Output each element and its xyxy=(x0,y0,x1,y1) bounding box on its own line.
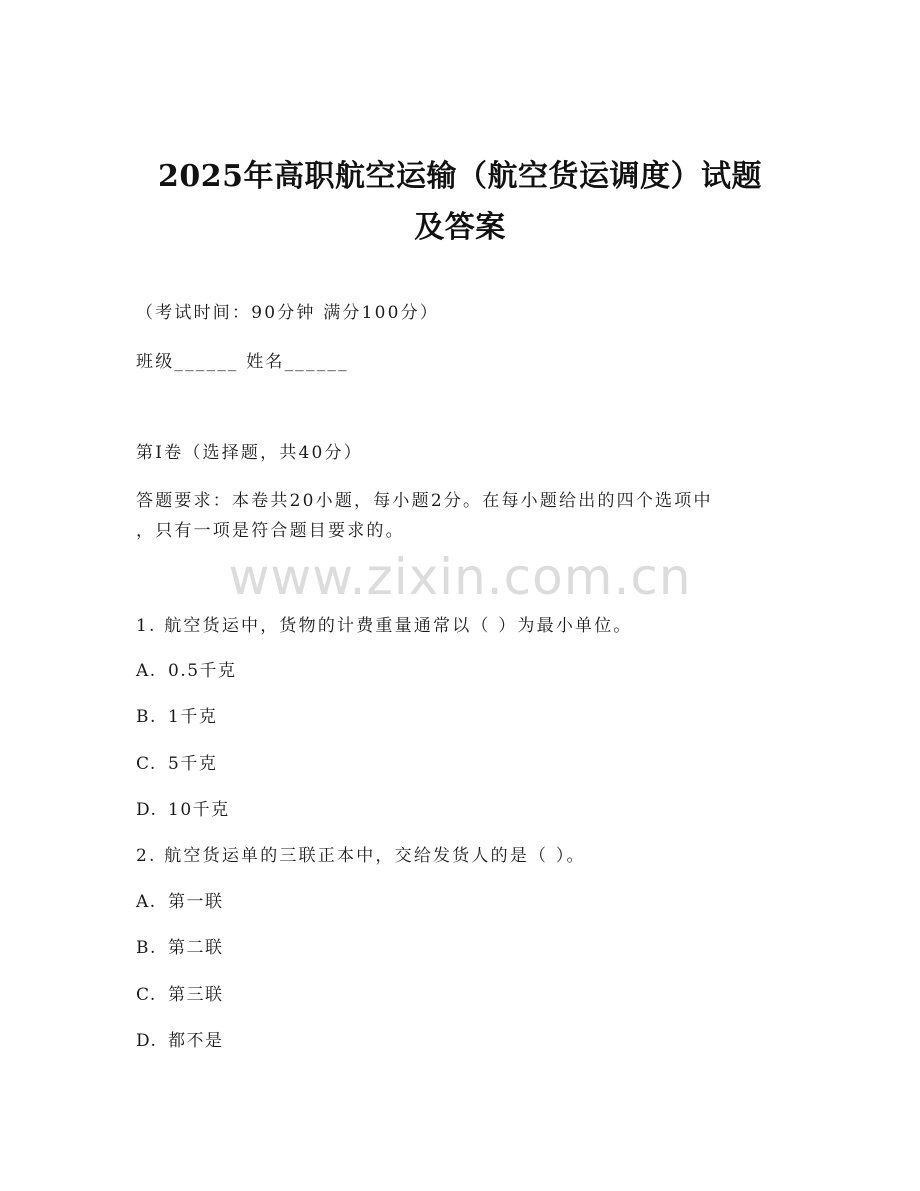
question-stem: 1. 航空货运中，货物的计费重量通常以（ ）为最小单位。 xyxy=(136,616,633,636)
option-text: 0.5千克 xyxy=(168,661,237,681)
option-text: 第二联 xyxy=(168,938,224,958)
question-stem: 2. 航空货运单的三联正本中，交给发货人的是（ ）。 xyxy=(136,846,586,866)
question-option xyxy=(136,752,217,776)
option-text: 1千克 xyxy=(168,707,218,727)
option-text: 第三联 xyxy=(168,985,224,1005)
option-letter: B. xyxy=(136,938,157,958)
student-fields: 班级______ 姓名______ xyxy=(136,352,349,372)
option-letter: D. xyxy=(136,800,158,820)
section-instructions-line-1: 答题要求：本卷共20小题，每小题2分。在每小题给出的四个选项中 xyxy=(136,491,713,511)
question-option xyxy=(136,1029,224,1053)
option-letter: C. xyxy=(136,985,157,1005)
exam-info: （考试时间：90分钟 满分100分） xyxy=(136,303,440,323)
option-letter: C. xyxy=(136,754,157,774)
question-option xyxy=(136,890,224,914)
document-title-line-1: 2025年高职航空运输（航空货运调度）试题 xyxy=(158,159,762,194)
option-letter: A. xyxy=(136,892,157,912)
question-option xyxy=(136,936,224,960)
option-letter: B. xyxy=(136,707,157,727)
question-option xyxy=(136,705,217,729)
watermark-text: www.zixin.com.cn xyxy=(228,548,692,606)
option-text: 5千克 xyxy=(168,754,218,774)
document-title-line-2: 及答案 xyxy=(414,210,506,245)
question-option xyxy=(136,983,224,1007)
option-text: 第一联 xyxy=(168,892,224,912)
question-option xyxy=(136,798,230,822)
section-instructions-line-2: ，只有一项是符合题目要求的。 xyxy=(136,521,405,541)
option-letter: D. xyxy=(136,1031,158,1051)
option-text: 10千克 xyxy=(168,800,230,820)
section-heading: 第I卷（选择题，共40分） xyxy=(136,443,363,463)
option-letter: A. xyxy=(136,661,157,681)
question-option xyxy=(136,659,237,683)
option-text: 都不是 xyxy=(168,1031,224,1051)
